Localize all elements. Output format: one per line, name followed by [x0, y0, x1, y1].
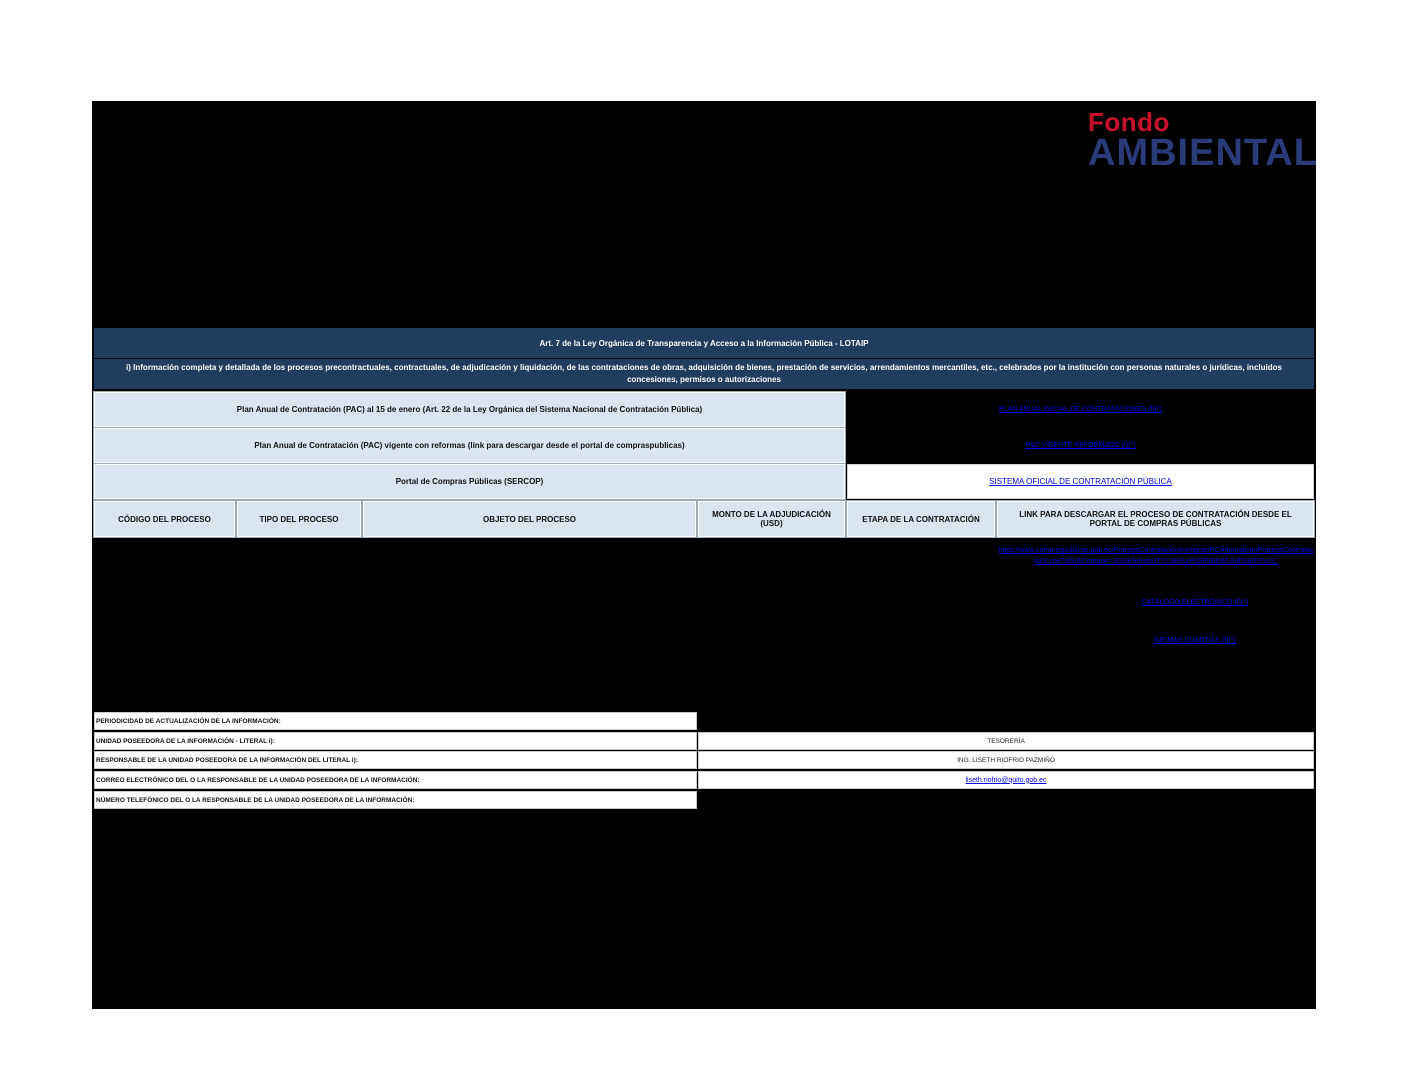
- responsable-value: ING. LISETH RIOFRIO PAZMIÑO: [698, 751, 1314, 769]
- footer-row-correo: [94, 771, 1314, 790]
- logo-line-1: Fondo: [1088, 107, 1170, 137]
- fondo-ambiental-logo: [1088, 107, 1318, 174]
- pac-current-link-cell: [847, 428, 1314, 463]
- pac-initial-link-cell: [847, 392, 1314, 427]
- report-sheet: [92, 101, 1316, 1009]
- sercop-link-cell: [847, 464, 1314, 499]
- literal-description: i) Información completa y detallada de los procesos precontractuales, contractuales, de adjudicación y liquidación, de las contrataciones de obras, adquisición de bienes, prestación de servicios, arrendamientos mercantiles, etc., celebrados por la institución con personas naturales o jurídicas, incluidos concesiones, permisos o autorizaciones: [94, 359, 1314, 390]
- unidad-value: TESORERÍA: [698, 732, 1314, 750]
- sercop-label: Portal de Compras Públicas (SERCOP): [94, 464, 845, 499]
- telefono-label: NÚMERO TELEFÓNICO DEL O LA RESPONSABLE DE LA UNIDAD POSEEDORA DE LA INFORMACIÓN:: [94, 791, 697, 809]
- pac-current-label: Plan Anual de Contratación (PAC) vigente con reformas (link para descargar desde el portal de compraspublicas): [94, 428, 845, 463]
- footer-row-telefono: [94, 791, 1314, 810]
- col-codigo: CÓDIGO DEL PROCESO: [94, 501, 235, 537]
- logo-line-2: AMBIENTAL: [1088, 132, 1318, 174]
- footer-row-unidad: [94, 732, 1314, 751]
- responsable-label: RESPONSABLE DE LA UNIDAD POSEEDORA DE LA INFORMACIÓN DEL LITERAL i):: [94, 751, 697, 769]
- pac-current-link[interactable]: PAC VIGENTE REFORMADO (f)(*): [1025, 442, 1136, 449]
- catalogo-electronico-link[interactable]: CATÁLOGO ELECTRÓNICO (f)(*): [1141, 599, 1249, 606]
- correo-link[interactable]: liseth.riofrio@quito.gob.ec: [965, 776, 1047, 784]
- unidad-label: UNIDAD POSEEDORA DE LA INFORMACIÓN - LITERAL i):: [94, 732, 697, 750]
- correo-label: CORREO ELECTRÓNICO DEL O LA RESPONSABLE DE LA UNIDAD POSEEDORA DE LA INFORMACIÓN:: [94, 771, 697, 789]
- col-monto: MONTO DE LA ADJUDICACIÓN (USD): [698, 501, 845, 537]
- sercop-link[interactable]: SISTEMA OFICIAL DE CONTRATACIÓN PÚBLICA: [989, 477, 1172, 486]
- col-objeto: OBJETO DEL PROCESO: [363, 501, 696, 537]
- correo-cell: [698, 771, 1314, 789]
- infimas-cuantias-link[interactable]: ÍNFIMAS CUANTÍAS (f)(*): [1154, 637, 1236, 644]
- footer-row-responsable: [94, 751, 1314, 770]
- col-link: LINK PARA DESCARGAR EL PROCESO DE CONTRATACIÓN DESDE EL PORTAL DE COMPRAS PÚBLICAS: [997, 501, 1314, 537]
- proceso-link[interactable]: https://www.compraspublicas.gob.ec/ProcesoContratacion/compras/PC/informacionProcesoContratacion2.cpe?idSoliCompra=-3G0iKfe6wbUTYCgRdurPgSFIIRbWLAdDnatTi7vv1I,: [998, 547, 1314, 565]
- footer-row-periodicidad: [94, 712, 1314, 731]
- periodicidad-label: PERIODICIDAD DE ACTUALIZACIÓN DE LA INFORMACIÓN:: [94, 712, 697, 730]
- pac-initial-label: Plan Anual de Contratación (PAC) al 15 de enero (Art. 22 de la Ley Orgánica del Sistema Nacional de Contratación Pública): [94, 392, 845, 427]
- lotaip-title: Art. 7 de la Ley Orgánica de Transparencia y Acceso a la Información Pública - LOTAIP: [94, 328, 1314, 359]
- col-tipo: TIPO DEL PROCESO: [237, 501, 361, 537]
- pac-initial-link[interactable]: PLAN ANUAL INICIAL DE CONTRATACIONES (f)(*): [999, 406, 1162, 413]
- col-etapa: ETAPA DE LA CONTRATACIÓN: [847, 501, 995, 537]
